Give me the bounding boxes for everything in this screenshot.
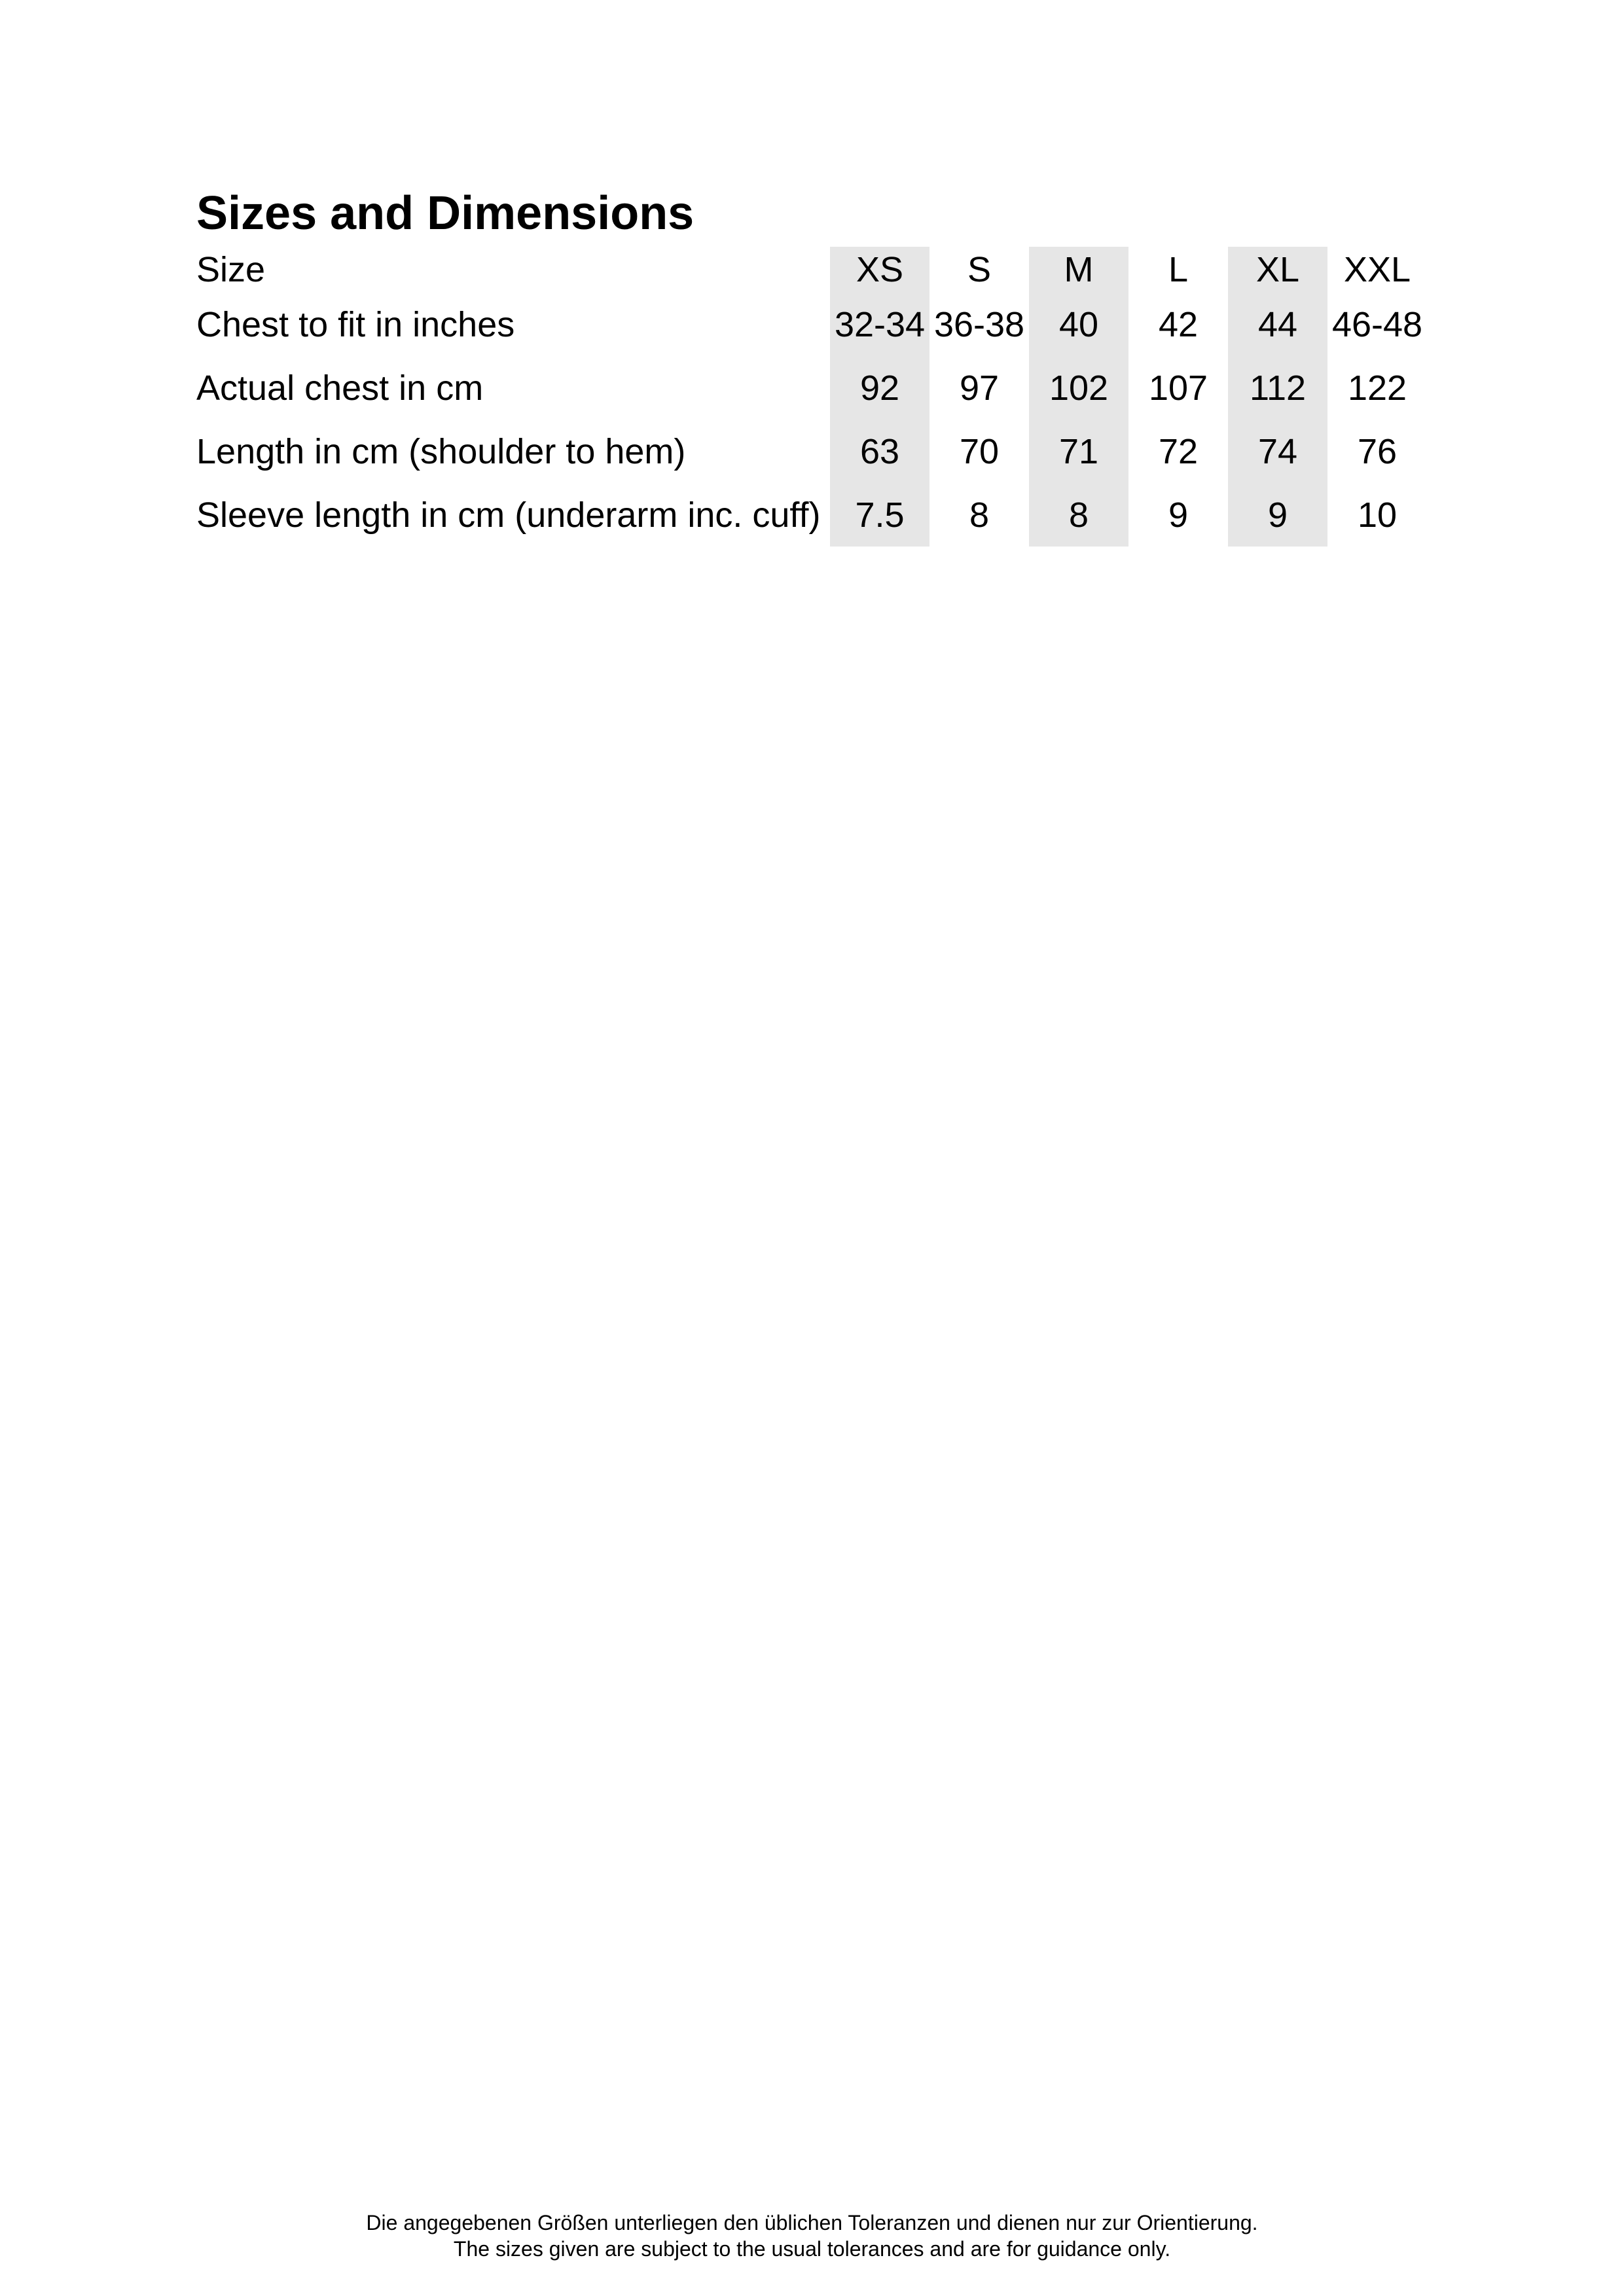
table-cell: 97	[959, 368, 1000, 408]
table-cell: 92	[830, 356, 929, 420]
row-label: Actual chest in cm	[196, 368, 484, 408]
table-cell: 72	[1158, 431, 1199, 471]
table-cell: 8	[1029, 483, 1128, 547]
row-label: Chest to fit in inches	[196, 304, 515, 344]
table-cell: 9	[1168, 495, 1189, 535]
table-cell: 63	[830, 420, 929, 483]
footer-note-german: Die angegebenen Größen unterliegen den üblichen Toleranzen und dienen nur zur Orientierung.	[366, 2211, 1258, 2234]
size-m-header: M	[1029, 247, 1128, 293]
size-l-header: L	[1168, 250, 1189, 289]
size-xs-header: XS	[830, 247, 929, 293]
table-cell: 46-48	[1331, 304, 1423, 344]
table-cell: 76	[1357, 431, 1398, 471]
table-cell: 40	[1029, 293, 1128, 356]
page-title: Sizes and Dimensions	[196, 187, 695, 240]
size-xl-header: XL	[1228, 247, 1327, 293]
table-cell: 42	[1158, 304, 1199, 344]
footer-note-english: The sizes given are subject to the usual tolerances and are for guidance only.	[453, 2237, 1171, 2261]
table-cell: 8	[969, 495, 990, 535]
row-label: Sleeve length in cm (underarm inc. cuff)	[196, 495, 821, 535]
size-chart-table	[196, 247, 1427, 547]
table-cell: 32-34	[830, 293, 929, 356]
table-cell: 70	[959, 431, 1000, 471]
row-label: Length in cm (shoulder to hem)	[196, 431, 686, 471]
table-row-length	[196, 420, 1427, 483]
table-cell: 107	[1148, 368, 1208, 408]
table-cell: 71	[1029, 420, 1128, 483]
table-cell: 9	[1228, 483, 1327, 547]
table-row-chest-inches	[196, 293, 1427, 356]
size-s-header: S	[967, 250, 992, 289]
table-cell: 112	[1228, 356, 1327, 420]
size-header-label: Size	[196, 250, 266, 289]
table-cell: 122	[1347, 368, 1407, 408]
table-cell: 36-38	[933, 304, 1025, 344]
table-row-sleeve-length	[196, 483, 1427, 547]
size-xxl-header: XXL	[1343, 250, 1411, 289]
table-cell: 10	[1357, 495, 1398, 535]
table-cell: 102	[1029, 356, 1128, 420]
table-row-actual-chest	[196, 356, 1427, 420]
table-cell: 7.5	[830, 483, 929, 547]
table-cell: 44	[1228, 293, 1327, 356]
table-header-row	[196, 247, 1427, 293]
table-cell: 74	[1228, 420, 1327, 483]
